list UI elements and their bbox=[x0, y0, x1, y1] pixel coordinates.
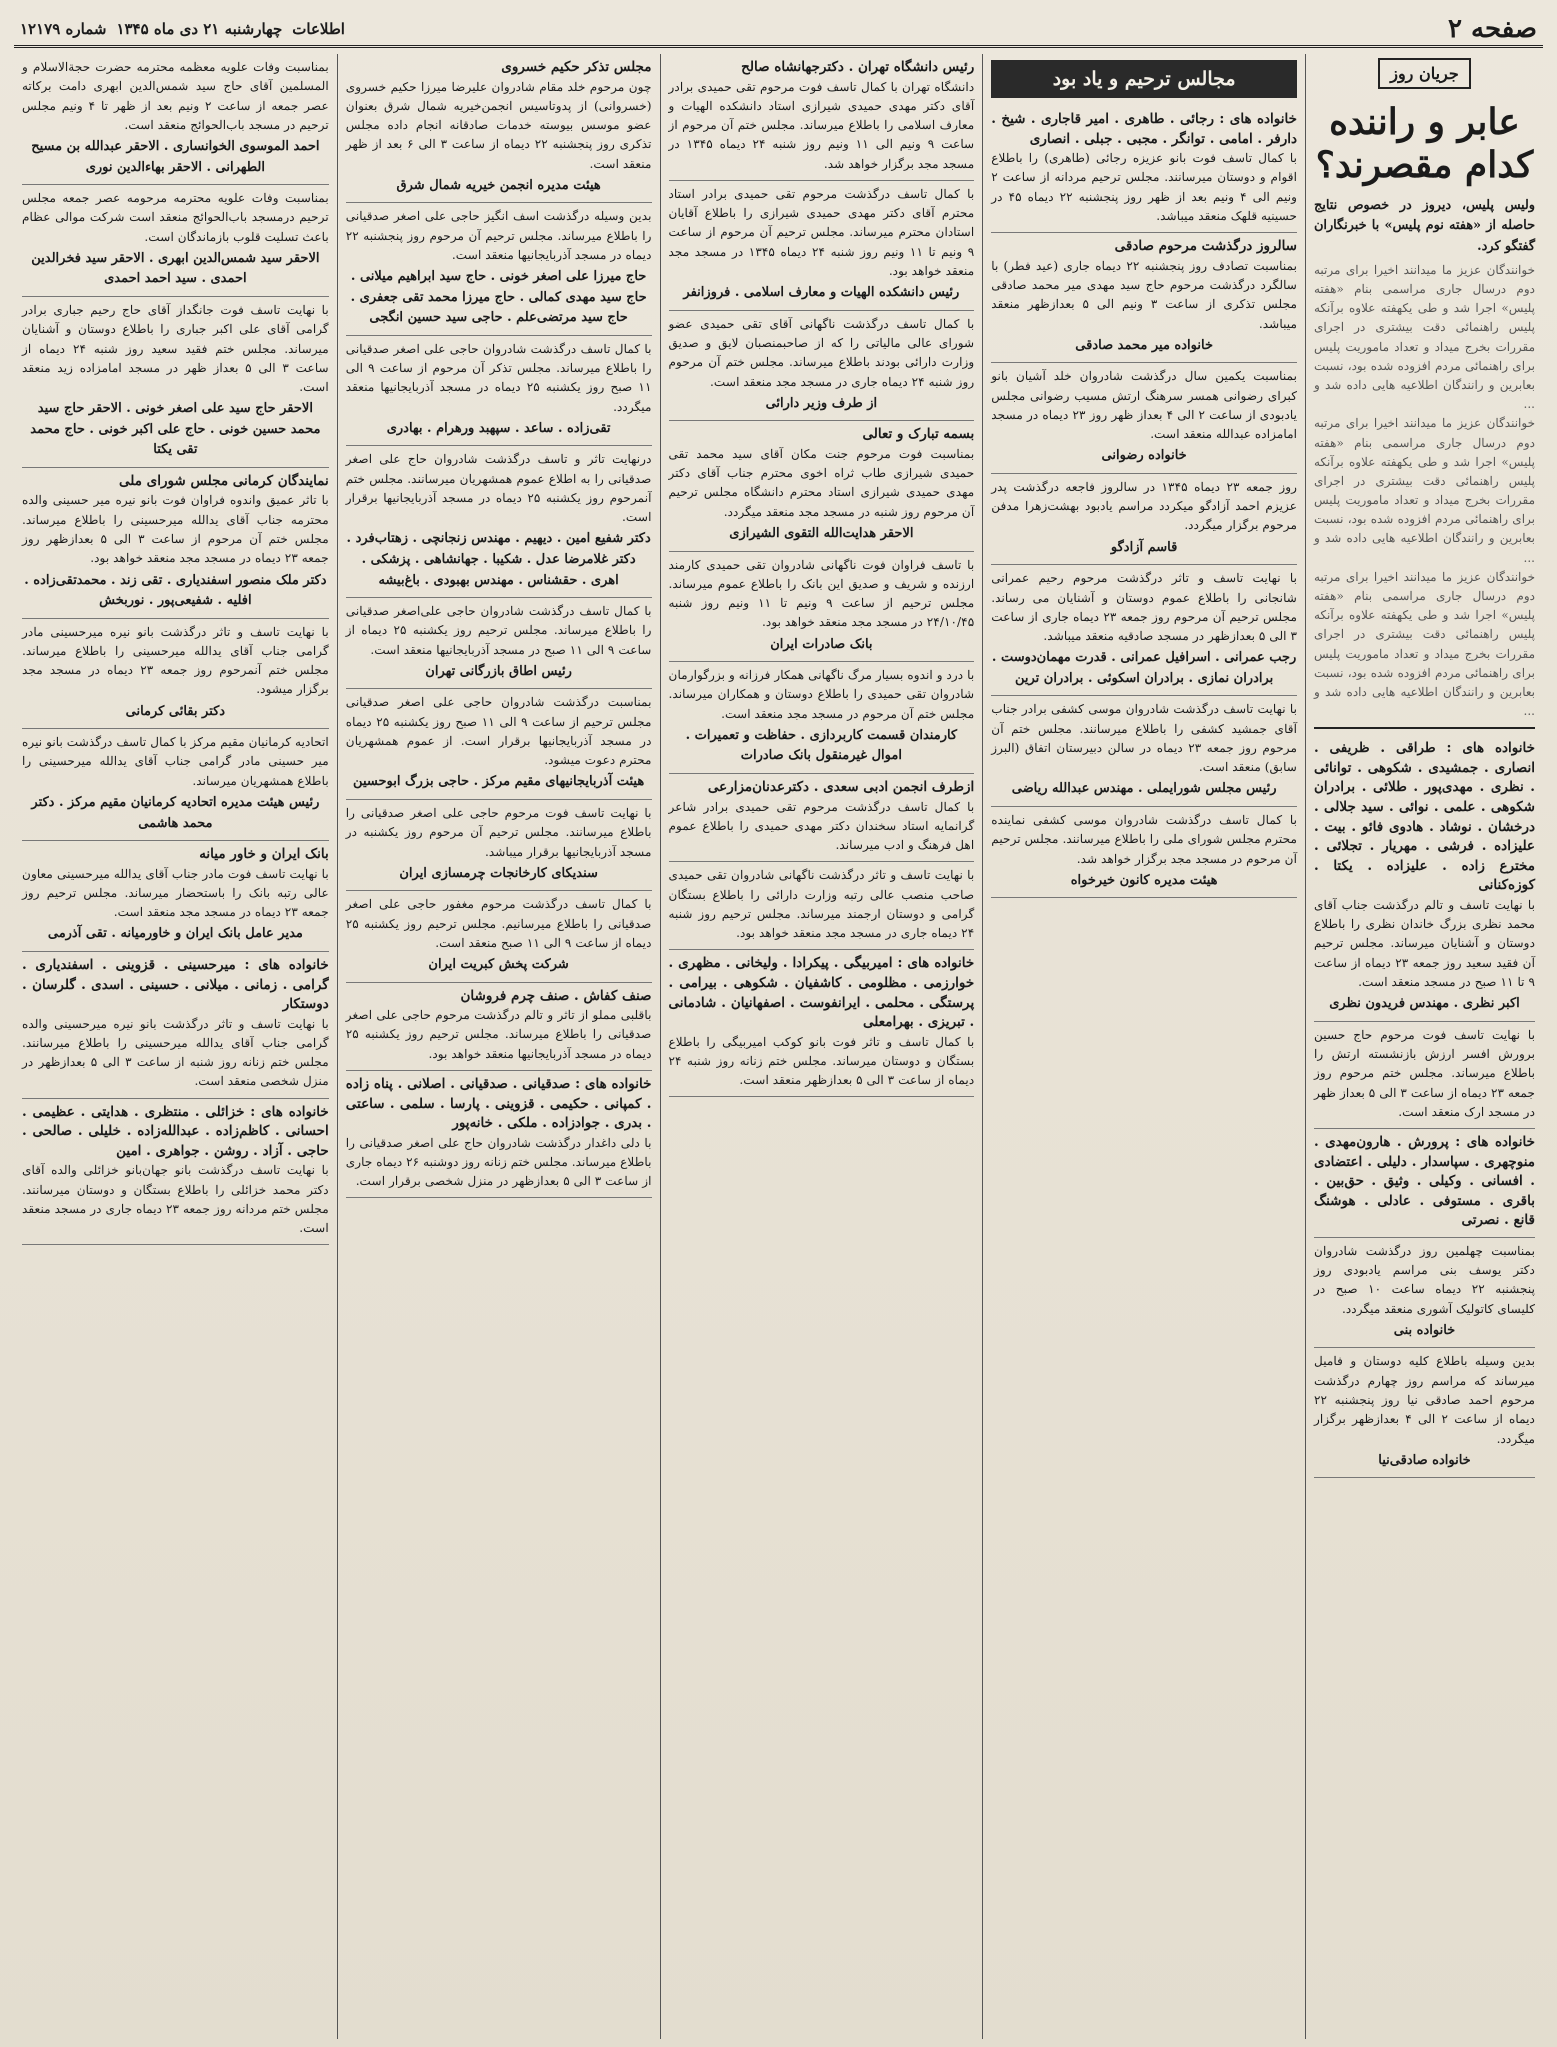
notice-list-2 bbox=[669, 54, 975, 1097]
notice bbox=[22, 619, 329, 730]
notice-signature: مدیر عامل بانک ایران و خاورمیانه . تقی آذرمی bbox=[47, 926, 303, 942]
notice-text: با کمال تاسف درگذشت مرحوم تقی حمیدی برادر شاعر گرانمایه استاد سخندان دکتر مهدی حمیدی را باطلاع عموم اهل فرهنگ و ادب میرساند. bbox=[668, 799, 975, 853]
issue-date: چهارشنبه ۲۱ دی ماه ۱۳۴۵ bbox=[116, 19, 283, 38]
notice bbox=[669, 774, 975, 862]
notice-heading: خانواده های : خزائلی . منتظری . هدایتی . عظیمی . احسانی . کاظم‌زاده . عبدالله‌زاده . خلیلی . صالحی . حاجی . آزاد . روشن . جواهری . امین bbox=[22, 1103, 329, 1159]
feature-body: خوانندگان عزیز ما میدانند اخیرا برای مرتبه دوم درسال جاری مراسمی بنام «هفته پلیس» اجرا شد و طی یکهفته علاوه برآنکه پلیس راهنمائی دقت بیشتری در اجرای مقررات بخرج میداد و تعداد ماموریت پلیس برای راهنمائی مردم افزوده شده بود، نسبت بعابرین و رانندگان اطلاعیه هایی داده شد و ... bbox=[1314, 262, 1535, 412]
notice bbox=[22, 729, 329, 841]
notice-signature: تقی‌زاده . ساعد . سپهبد ورهرام . بهادری bbox=[386, 420, 611, 436]
masthead-info bbox=[20, 20, 345, 38]
notice-text: با تاثر عمیق واندوه فراوان فوت بانو نیره میر حسینی والده محترمه جناب آقای یدالله میرحسینی را باطلاع میرساند. مجلس ختم آن مرحوم از ساعت ۳ الی ۵ بعدازظهر روز جمعه ۲۳ دیماه در مسجد مجد منعقد خواهد بود. bbox=[22, 493, 329, 566]
notice-signature: دکتر بقائی کرمانی bbox=[125, 703, 226, 719]
notice-heading: نمایندگان کرمانی مجلس شورای ملی bbox=[118, 472, 329, 489]
notice-heading: خانواده های : پرورش . هارون‌مهدی . منوچهری . سپاسدار . دلیلی . اعتضادی . افسانی . وکیلی . وثیق . حق‌بین . باقری . مستوفی . عادلی . هوشنگ قانع . نصرتی bbox=[1314, 1134, 1535, 1229]
notice bbox=[22, 468, 329, 619]
notice-signature: خانواده بنی bbox=[1393, 1322, 1456, 1338]
notice bbox=[1314, 735, 1535, 1021]
notice bbox=[669, 311, 975, 422]
notice-heading: خانواده های : رجائی . طاهری . امیر قاجاری . شیخ . دارفر . امامی . توانگر . مجبی . جبلی . انصاری bbox=[991, 111, 1297, 147]
notice bbox=[22, 54, 329, 185]
feature-rubric: جریان روز bbox=[1378, 58, 1471, 89]
notice-text: بمناسبت وفات علویه معظمه محترمه حضرت حجةالاسلام و المسلمین آقای حاج سید شمس‌الدین ابهری دامت برکاته عصر جمعه از ساعت ۲ ونیم بعد از ظهر تا ۴ ونیم مجلس ترحیم در مسجد باب‌الحوائج منعقد است. bbox=[22, 60, 329, 132]
notice-signature: الاحقر حاج سید علی اصغر خونی . الاحقر حاج سید محمد حسین خونی . حاج علی اکبر خونی . حاج محمد تقی یکتا bbox=[30, 401, 321, 458]
notice-heading: بسمه تبارک و تعالی bbox=[862, 426, 975, 443]
notice bbox=[346, 446, 652, 598]
notice-text: بمناسبت فوت مرحوم جنت مکان آقای سید محمد تقی حمیدی شیرازی طاب ثراه اخوی محترم جناب آقای دکتر مهدی حمیدی شیرازی استاد محترم دانشگاه مجلس ترحیم آن مرحوم روز شنبه در مسجد مجد منعقد میگردد. bbox=[668, 446, 975, 519]
feature-body-continued-2: خوانندگان عزیز ما میدانند اخیرا برای مرتبه دوم درسال جاری مراسمی بنام «هفته پلیس» اجرا شد و طی یکهفته علاوه برآنکه پلیس راهنمائی دقت بیشتری در اجرای مقررات بخرج میداد و تعداد ماموریت پلیس برای راهنمائی مردم افزوده شده بود، نسبت بعابرین و رانندگان اطلاعیه هایی داده شد و ... bbox=[1314, 569, 1535, 719]
notice-signature: خانواده صادقی‌نیا bbox=[1378, 1452, 1471, 1468]
notice bbox=[346, 689, 652, 800]
notice bbox=[346, 336, 652, 447]
notice-signature: احمد الموسوی الخوانساری . الاحقر عبدالله بن مسیح الطهرانی . الاحقر بهاءالدین نوری bbox=[31, 139, 320, 175]
notice-signature: رئیس مجلس شورایملی . مهندس عبدالله ریاضی bbox=[1011, 781, 1277, 797]
notice bbox=[669, 950, 975, 1097]
notice-signature: رئیس دانشکده الهیات و معارف اسلامی . فروزانفر bbox=[683, 285, 960, 301]
notice-text: بمناسبت چهلمین روز درگذشت شادروان دکتر یوسف بنی مراسم یادبودی روز پنجشنبه ۲۲ دیماه ساعت ۱۰ صبح در کلیسای کاتولیک آشوری منعقد میگردد. bbox=[1314, 1243, 1535, 1316]
notice-heading: سالروز درگذشت مرحوم صادقی bbox=[1114, 238, 1297, 255]
notice-signature: سندیکای کارخانجات چرمسازی ایران bbox=[399, 865, 598, 881]
notice-signature: الاحقر هدایت‌الله التقوی الشیرازی bbox=[729, 525, 914, 541]
notice bbox=[1314, 1238, 1535, 1349]
notice-text: بمناسبت تصادف روز پنجشنبه ۲۲ دیماه جاری (عید فطر) با سالگرد درگذشت مرحوم حاج سید مهدی میر محمد صادقی مجلس تذکری از ساعت ۳ ونیم الی ۵ بعدازظهر منعقد میباشد. bbox=[991, 258, 1297, 331]
notice-text: با نهایت تاسف فوت مرحوم حاج حسین برورش افسر ارزش بازنشسته ارتش را باطلاع میرساند. مجلس ختم مرحوم روز جمعه ۲۳ دیماه از ساعت ۳ الی ۵ بعداز ظهر در مسجد ارک منعقد است. bbox=[1314, 1027, 1535, 1119]
notice-text: با نهایت تاسف و تالم درگذشت جناب آقای محمد نظری بزرگ خاندان نظری را باطلاع دوستان و آشنایان میرساند. مجلس ترحیم آن فقید سعید روز جمعه ۲۳ دیماه از ساعت ۹ تا ۱۱ صبح در مسجد منعقد است. bbox=[1314, 897, 1535, 989]
notice-heading: ازطرف انجمن ادبی سعدی . دکترعدنان‌مزارعی bbox=[707, 778, 975, 795]
notice-text: با درد و اندوه بسیار مرگ ناگهانی همکار فرزانه و بزرگوارمان شادروان تقی حمیدی را باطلاع دوستان و همکاران میرساند. مجلس ختم آن مرحوم در مسجد مجد منعقد است. bbox=[668, 668, 975, 721]
notice-text: با دلی داغدار درگذشت شادروان حاج علی اصغر صدقیانی را باطلاع میرساند. مجلس ختم زنانه روز دوشنبه ۲۶ دیماه جاری از ساعت ۳ الی ۵ بعدازظهر در منزل شخصی برقرار است. bbox=[345, 1135, 652, 1189]
notice-text: با نهایت تاسف فوت جانگداز آقای حاج رحیم جباری برادر گرامی آقای علی اکبر جباری را باطلاع دوستان و آشنایان میرساند. مجلس ختم فقید سعید روز شنبه ۲۴ دیماه از ساعت ۳ الی ۵ بعداز ظهر در مسجد امامزاده زید منعقد است. bbox=[22, 302, 329, 395]
notice-signature: هیئت آذربایجانیهای مقیم مرکز . حاجی بزرگ ابوحسین bbox=[353, 774, 645, 790]
notice-heading: صنف کفاش . صنف چرم فروشان bbox=[460, 987, 652, 1004]
notice bbox=[669, 862, 975, 950]
notice-text: با نهایت تاسف و تاثر درگذشت بانو نیره میرحسینی والده گرامی جناب آقای یدالله میرحسینی را باطلاع میرسانند. مجلس ختم زنانه روز شنبه از ساعت ۳ الی ۵ بعدازظهر در منزل شخصی منعقد است. bbox=[22, 1016, 329, 1089]
notice bbox=[991, 565, 1297, 696]
notice-signature: شرکت پخش کبریت ایران bbox=[428, 957, 569, 973]
notice-heading: خانواده های : میرحسینی . قزوینی . اسفندیاری . گرامی . زمانی . میلانی . حسینی . اسدی . گلرسان . دوستکار bbox=[22, 956, 329, 1013]
notice bbox=[346, 598, 652, 689]
feature-body-continued: خوانندگان عزیز ما میدانند اخیرا برای مرتبه دوم درسال جاری مراسمی بنام «هفته پلیس» اجرا شد و طی یکهفته علاوه برآنکه پلیس راهنمائی دقت بیشتری در اجرای مقررات بخرج میداد و تعداد ماموریت پلیس برای راهنمائی مردم افزوده شده بود، نسبت بعابرین و رانندگان اطلاعیه هایی داده شد و ... bbox=[1314, 416, 1535, 565]
notice-text: بمناسبت درگذشت شادروان حاجی علی اصغر صدقیانی مجلس ترحیم از ساعت ۹ الی ۱۱ صبح روز یکشنبه ۲۵ دیماه در مسجد آذربایجانیها برقرار است. از عموم همشهریان محترم دعوت میشود. bbox=[345, 695, 652, 768]
notice bbox=[991, 233, 1297, 363]
notice-text: با نهایت تاسف و تاثر درگذشت بانو نیره میرحسینی مادر گرامی جناب آقای یدالله میرحسینی را باطلاع میرساند. مجلس ختم آنمرحوم روز جمعه ۲۳ دیماه در مسجد مجد برگزار میشود. bbox=[22, 624, 329, 697]
notice bbox=[669, 552, 975, 663]
notice-text: با کمال تاسف درگذشت شادروان حاجی علی‌اصغر صدقیانی را باطلاع میرساند. مجلس ترحیم روز یکشنبه ۲۵ دیماه از ساعت ۹ الی ۱۱ صبح در مسجد آذربایجانیها منعقد است. bbox=[345, 604, 652, 657]
notice-signature: اکبر نظری . مهندس فریدون نظری bbox=[1329, 996, 1520, 1012]
notice bbox=[22, 185, 329, 297]
notice bbox=[991, 363, 1297, 474]
notice-text: با کمال تاسف درگذشت شادروان حاجی علی اصغر صدقیانی را باطلاع میرساند. مجلس تذکر آن مرحوم از ساعت ۹ الی ۱۱ صبح روز یکشنبه ۲۵ دیماه در مسجد آذربایجانیها منعقد میگردد. bbox=[345, 341, 652, 414]
notice-text: با نهایت تاسف فوت مادر جناب آقای یدالله میرحسینی معاون عالی رتبه بانک را باستحضار میرساند. مجلس ترحیم روز جمعه ۲۳ دیماه در مسجد مجد منعقد است. bbox=[22, 866, 329, 920]
notice-list-1 bbox=[991, 106, 1297, 898]
newspaper-name: اطلاعات bbox=[292, 19, 345, 38]
notice-signature: رئیس هیئت مدیره اتحادیه کرمانیان مقیم مرکز . دکتر محمد هاشمی bbox=[31, 794, 320, 831]
notice-text: با کمال تاسف و تاثر فوت بانو کوکب امیربیگی را باطلاع بستگان و دوستان میرساند. مجلس ختم زنانه روز شنبه ۲۴ دیماه از ساعت ۳ الی ۵ بعدازظهر منعقد است. bbox=[668, 1034, 975, 1088]
notice-list-3 bbox=[346, 54, 652, 1198]
notice-text: با کمال تاسف درگذشت ناگهانی آقای تقی حمیدی عضو شورای عالی مالیاتی را که از صاحبمنصبان لایق و صدیق وزارت دارائی بودند باطلاع میرساند. مجلس ختم آن مرحوم روز شنبه ۲۴ دیماه جاری در مسجد مجد منعقد است. bbox=[668, 316, 975, 389]
notice-signature: هیئت مدیره انجمن خیریه شمال شرق bbox=[396, 177, 601, 193]
notice bbox=[346, 1071, 652, 1198]
notice bbox=[22, 841, 329, 952]
notice-heading: خانواده های : امیربیگی . پیکرادا . ولیخانی . مظهری . خوارزمی . مظلومی . کاشفیان . شکوهی . بیرامی . پرستگی . محلمی . ایرانفوست . اصفهانیان . شادمانی . تبریزی . بهرامعلی bbox=[668, 955, 975, 1031]
notice bbox=[991, 474, 1297, 565]
notice-text: روز جمعه ۲۳ دیماه ۱۳۴۵ در سالروز فاجعه درگذشت پدر عزیزم احمد آزادگو میکردد مراسم یادبود بهشت‌زهرا مدفن مرحوم برگزار میگردد. bbox=[991, 479, 1297, 533]
notice bbox=[22, 952, 329, 1099]
notice bbox=[991, 696, 1297, 807]
notice-text: بمناسبت وفات علویه محترمه مرحومه عصر جمعه مجلس ترحیم درمسجد باب‌الحوائج منعقد است شرکت موالی عظام باعث تسلیت قلوب بازماندگان است. bbox=[22, 191, 329, 244]
notice-text: اتحادیه کرمانیان مقیم مرکز با کمال تاسف درگذشت بانو نیره میر حسینی مادر گرامی جناب آقای یدالله میرحسینی را باطلاع همشهریان میرساند. bbox=[22, 735, 329, 788]
notice-text: با کمال تاسف فوت بانو عزیزه رجائی (طاهری) را باطلاع اقوام و دوستان میرسانند. مجلس ترحیم مردانه از ساعت ۲ ونیم الی ۴ ونیم بعد از ظهر روز پنجشنبه ۲۲ دیماه ۴۵ در حسینیه قلهک منعقد میباشد. bbox=[991, 151, 1297, 223]
column-notices-3 bbox=[337, 54, 660, 2039]
notice bbox=[346, 983, 652, 1071]
masthead bbox=[14, 12, 1543, 48]
notice-text: با کمال تاسف درگذشت مرحوم تقی حمیدی برادر استاد محترم آقای دکتر مهدی حمیدی شیرازی را باطلاع آقایان استادان محترم میرساند. مجلس ترحیم آن مرحوم از ساعت ۹ ونیم تا ۱۱ ونیم روز شنبه ۲۴ دیماه ۱۳۴۵ در مسجد مجد منعقد خواهد بود. bbox=[668, 186, 975, 278]
issue-number: شماره ۱۲۱۷۹ bbox=[20, 19, 107, 38]
notice-text: با نهایت تاسف درگذشت بانو جهان‌بانو خزائلی والده آقای دکتر محمد خزائلی را باطلاع بستگان و دوستان میرسانند. مجلس ختم مردانه روز جمعه ۲۳ دیماه جاری در مسجد منعقد است. bbox=[22, 1163, 329, 1236]
page-number: صفحه ۲ bbox=[1448, 13, 1537, 44]
notice-text: بمناسبت یکمین سال درگذشت شادروان خلد آشیان بانو کبرای رضوانی همسر سرهنگ ارتش مسیب رضوانی مجلس یادبودی از ساعت ۲ الی ۴ بعداز ظهر روز ۲۳ دیماه در مسجد امامزاده عبدالله منعقد است. bbox=[991, 369, 1297, 442]
notice bbox=[669, 181, 975, 311]
notice bbox=[346, 203, 652, 335]
notice-text: با کمال تاسف درگذشت مرحوم مغفور حاجی علی اصغر صدقیانی را باطلاع میرسانیم. مجلس ترحیم روز یکشنبه ۲۵ دیماه از ساعت ۹ الی ۱۱ صبح منعقد است. bbox=[345, 897, 652, 950]
section-banner: مجالس ترحیم و یاد بود bbox=[991, 60, 1297, 98]
notice-text: باقلبی مملو از تاثر و تالم درگذشت مرحوم حاجی علی اصغر صدقیانی را باطلاع میرساند. مجلس ترحیم روز یکشنبه ۲۵ دیماه در مسجد آذربایجانیها منعقد خواهد بود. bbox=[345, 1008, 652, 1061]
notice bbox=[346, 800, 652, 891]
notice-signature: دکتر شفیع امین . دیهیم . مهندس زنجانچی . زهتاب‌فرد . دکتر غلامرضا عدل . شکیبا . جهانشاهی . پزشکی . اهری . حقشناس . مهندس بهبودی . باغ‌بیشه bbox=[346, 531, 651, 588]
notice-text: با تاسف فراوان فوت ناگهانی شادروان تقی حمیدی کارمند ارزنده و شریف و صدیق این بانک را باطلاع عموم میرساند. مجلس ترحیم از ساعت ۹ ونیم تا ۱۱ ونیم روز شنبه ۲۴/۱۰/۴۵ در مسجد مجد منعقد خواهد بود. bbox=[668, 557, 975, 630]
notice-text: دانشگاه تهران با کمال تاسف فوت مرحوم تقی حمیدی برادر آقای دکتر مهدی حمیدی شیرازی استاد دانشکده الهیات و معارف اسلامی را باطلاع میرساند. مجلس ختم آن مرحوم از ساعت ۹ ونیم الی ۱۱ ونیم روز شنبه ۲۴ دیماه ۱۳۴۵ در مسجد مجد برگزار خواهد شد. bbox=[668, 79, 975, 171]
notice-text: چون مرحوم خلد مقام شادروان علیرضا میرزا حکیم خسروی (خسروانی) از پدوتاسیس انجمن‌خیریه شمال شرق بعنوان عضو موسس بیوسته خدمات صادقانه انجام داده مجلس تذکری روز پنجشنبه ۲۲ دیماه از ساعت ۳ الی ۶ بعد از ظهر منعقد است. bbox=[345, 79, 652, 171]
notice-signature: هیئت مدیره کانون خیرخواه bbox=[1070, 872, 1218, 888]
notice-signature: حاج میرزا علی اصغر خونی . حاج سید ابراهیم میلانی . حاج سید مهدی کمالی . حاج میرزا محمد تقی جعفری . حاج سید مرتضی‌علم . حاجی سید حسین انگجی bbox=[350, 269, 647, 326]
column-notices-1 bbox=[982, 54, 1305, 2039]
notice-heading: بانک ایران و خاور میانه bbox=[199, 846, 329, 863]
notice-text: بدین وسیله درگذشت اسف انگیز حاجی علی اصغر صدقیانی را باطلاع میرساند. مجلس ترحیم آن مرحوم روز پنجشنبه ۲۲ دیماه در مسجد آذربایجانیها منعقد است. bbox=[345, 209, 652, 262]
notice-text: با کمال تاسف درگذشت شادروان موسی کشفی نماینده محترم مجلس شورای ملی را باطلاع میرسانند. مجلس ترحیم آن مرحوم در مسجد مجد برگزار خواهد شد. bbox=[991, 813, 1297, 866]
notice-heading: رئیس دانشگاه تهران . دکترجهانشاه صالح bbox=[741, 59, 975, 75]
column-notices-4 bbox=[14, 54, 337, 2039]
notice bbox=[1314, 1129, 1535, 1238]
notice-heading: مجلس تذکر حکیم خسروی bbox=[501, 59, 652, 75]
notice-signature: دکتر ملک منصور اسفندیاری . تقی زند . محمدتقی‌زاده . افلیه . شفیعی‌پور . نوربخش bbox=[24, 572, 327, 609]
notice-signature: خانواده رضوانی bbox=[1101, 448, 1187, 464]
notice bbox=[1314, 1022, 1535, 1129]
notice bbox=[22, 297, 329, 468]
notice-text: با نهایت تاسف درگذشت شادروان موسی کشفی برادر جناب آقای جمشید کشفی را باطلاع میرسانند. مجلس ختم آن مرحوم روز جمعه ۲۳ دیماه در سالن دبیرستان اتفاق (البرز سابق) منعقد است. bbox=[991, 702, 1298, 775]
feature-lead: ولیس پلیس، دیروز در خصوص نتایج حاصله از «هفته نوم پلیس» با خبرنگاران گفتگو کرد. bbox=[1314, 198, 1535, 254]
notice bbox=[1314, 1348, 1535, 1478]
notice-signature: از طرف وزیر دارائی bbox=[765, 395, 878, 411]
notice-list-4 bbox=[22, 54, 329, 1245]
notice bbox=[991, 106, 1297, 233]
columns-grid bbox=[14, 54, 1543, 2039]
notice-signature: رئیس اطاق بازرگانی تهران bbox=[425, 663, 572, 679]
notice-signature: رجب عمرانی . اسرافیل عمرانی . قدرت مهمان‌دوست . برادران نمازی . برادران اسکوئی . برادران ترین bbox=[991, 650, 1297, 686]
notice-signature: الاحقر سید شمس‌الدین ابهری . الاحقر سید فخرالدین احمدی . سید احمد احمدی bbox=[31, 250, 320, 287]
notice bbox=[22, 1099, 329, 1246]
column-notices-2 bbox=[660, 54, 983, 2039]
notice-text: با نهایت تاسف و تاثر درگذشت ناگهانی شادروان تقی حمیدی صاحب منصب عالی رتبه وزارت دارائی را باطلاع بستگان گرامی و دوستان ارجمند میرساند. مجلس ترحیم روز شنبه ۲۴ دیماه جاری در مسجد مجد منعقد خواهد بود. bbox=[668, 868, 975, 941]
feature-title: عابر و راننده کدام مقصرند؟ bbox=[1315, 101, 1534, 186]
notice-heading: خانواده های : طراقی . ظریفی . انصاری . جمشیدی . شکوهی . توانائی . نظری . مهدی‌پور . طلائی . برادران شکوهی . علمی . نوائی . سید جلالی . درخشان . نوشاد . هادوی فائو . بیت . علیزاده . فرشی . مهریار . تجلائی . مخترع زاده . علیزاده . یکتا . کوزه‌کنانی bbox=[1314, 740, 1535, 894]
column-rule bbox=[1314, 727, 1535, 729]
notice-signature: خانواده میر محمد صادقی bbox=[1075, 337, 1213, 353]
notice-text: درنهایت تاثر و تاسف درگذشت شادروان حاج علی اصغر صدقیانی را به اطلاع عموم همشهریان میرسانند. مجلس ختم آنمرحوم روز یکشنبه ۲۵ دیماه در مسجد آذربایجانیها برقرار است. bbox=[345, 452, 652, 525]
notice-signature: قاسم آزادگو bbox=[1110, 539, 1178, 555]
notice-heading: خانواده های : صدقیانی . صدقیانی . اصلانی . پناه زاده . کمپانی . حکیمی . قزوینی . پارسا . سلمی . ساعتی . بدری . جوادزاده . ملکی . خانه‌پور bbox=[345, 1076, 652, 1132]
notice bbox=[991, 807, 1297, 898]
notice-text: با نهایت تاسف و تاثر درگذشت مرحوم رحیم عمرانی شانجانی را باطلاع عموم دوستان و آشنایان می رساند. مجلس ترحیم آن مرحوم روز جمعه ۲۳ دیماه جاری از ساعت ۳ الی ۵ بعدازظهر در مسجد صادقیه منعقد میباشد. bbox=[991, 571, 1297, 644]
notice bbox=[346, 891, 652, 982]
notice bbox=[346, 54, 652, 203]
notice bbox=[669, 421, 975, 551]
notice-text: با نهایت تاسف فوت مرحوم حاجی علی اصغر صدقیانی را باطلاع میرسانند. مجلس ترحیم آن مرحوم روز یکشنبه در مسجد آذربایجانیها برقرار میباشد. bbox=[345, 805, 652, 859]
notice bbox=[669, 54, 975, 181]
notice-signature: کارمندان قسمت کاربردازی . حفاظت و تعمیرات . اموال غیرمنقول بانک صادرات bbox=[685, 727, 958, 764]
notice-text: بدین وسیله باطلاع کلیه دوستان و فامیل میرساند که مراسم روز چهارم درگذشت مرحوم احمد صادقی نیا روز پنجشنبه ۲۲ دیماه از ساعت ۲ الی ۴ بعدازظهر برگزار میگردد. bbox=[1314, 1354, 1535, 1446]
notice bbox=[669, 662, 975, 774]
notice-signature: بانک صادرات ایران bbox=[770, 636, 873, 652]
lower-notices bbox=[1314, 735, 1535, 1478]
column-feature bbox=[1305, 54, 1543, 2039]
